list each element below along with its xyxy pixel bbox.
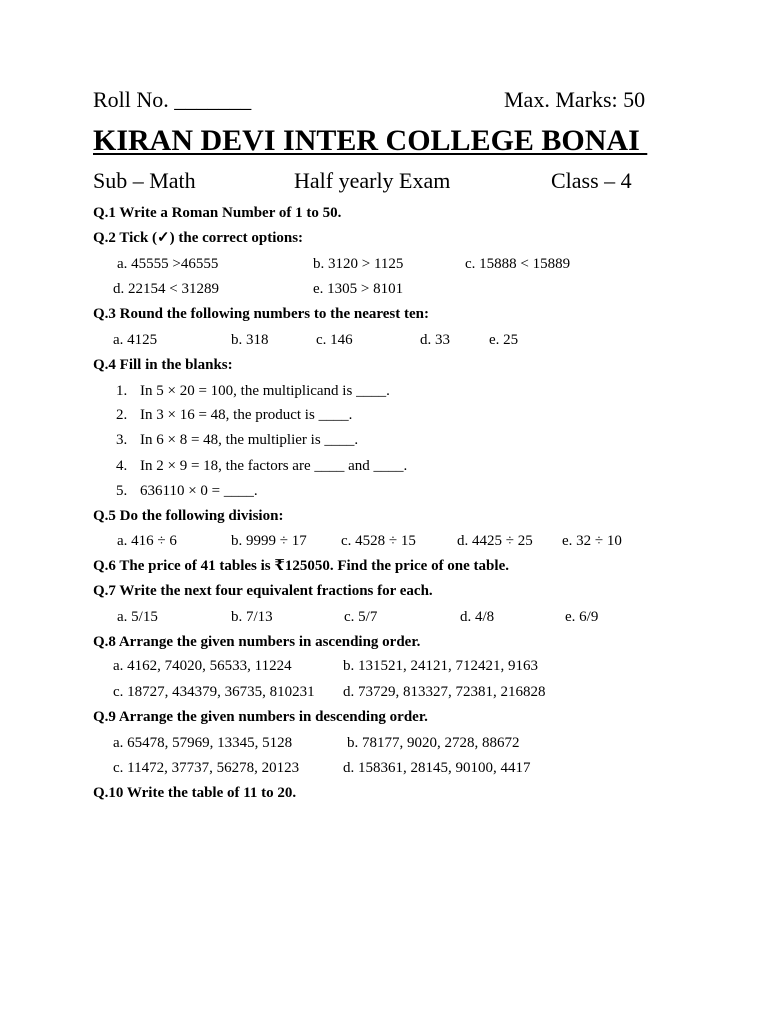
q5-option-c: c. 4528 ÷ 15	[341, 533, 416, 549]
q7-option-b: b. 7/13	[231, 609, 273, 625]
q7-option-e: e. 6/9	[565, 609, 599, 625]
q2-option-a: a. 45555 >46555	[117, 256, 219, 272]
q4-item-text: In 6 × 8 = 48, the multiplier is ____.	[140, 432, 359, 448]
question-7: Q.7 Write the next four equivalent fractions for each.	[93, 583, 433, 599]
q3-option-a: a. 4125	[113, 332, 158, 348]
q3-option-b: b. 318	[231, 332, 269, 348]
q4-item-text: In 2 × 9 = 18, the factors are ____ and ____.	[140, 458, 408, 474]
q4-item-number: 1.	[116, 383, 128, 399]
question-5: Q.5 Do the following division:	[93, 508, 284, 524]
q2-option-c: c. 15888 < 15889	[465, 256, 571, 272]
question-9: Q.9 Arrange the given numbers in descending order.	[93, 709, 428, 725]
question-10: Q.10 Write the table of 11 to 20.	[93, 785, 297, 801]
subject: Sub – Math	[93, 168, 196, 193]
school-title: KIRAN DEVI INTER COLLEGE BONAI	[93, 124, 648, 157]
q9-option-a: a. 65478, 57969, 13345, 5128	[113, 735, 293, 751]
exam-name: Half yearly Exam	[294, 168, 451, 193]
question-2: Q.2 Tick (✓) the correct options:	[93, 230, 304, 246]
q7-option-d: d. 4/8	[460, 609, 495, 625]
q4-item-number: 5.	[116, 483, 128, 499]
q9-option-d: d. 158361, 28145, 90100, 4417	[343, 760, 531, 776]
q5-option-d: d. 4425 ÷ 25	[457, 533, 533, 549]
q3-option-d: d. 33	[420, 332, 450, 348]
max-marks: Max. Marks: 50	[504, 87, 646, 112]
question-8: Q.8 Arrange the given numbers in ascending order.	[93, 634, 421, 650]
q4-item-number: 4.	[116, 458, 128, 474]
q4-item-number: 3.	[116, 432, 128, 448]
q5-option-a: a. 416 ÷ 6	[117, 533, 177, 549]
q7-option-a: a. 5/15	[117, 609, 158, 625]
question-3: Q.3 Round the following numbers to the nearest ten:	[93, 306, 429, 322]
q2-option-e: e. 1305 > 8101	[313, 281, 404, 297]
q3-option-e: e. 25	[489, 332, 519, 348]
question-1: Q.1 Write a Roman Number of 1 to 50.	[93, 205, 342, 221]
q8-option-b: b. 131521, 24121, 712421, 9163	[343, 658, 538, 674]
q5-option-b: b. 9999 ÷ 17	[231, 533, 307, 549]
class-label: Class – 4	[551, 168, 632, 193]
q9-option-c: c. 11472, 37737, 56278, 20123	[113, 760, 300, 776]
q7-option-c: c. 5/7	[344, 609, 378, 625]
q4-item-text: In 3 × 16 = 48, the product is ____.	[140, 407, 353, 423]
question-6: Q.6 The price of 41 tables is ₹125050. Find the price of one table.	[93, 558, 509, 574]
q8-option-d: d. 73729, 813327, 72381, 216828	[343, 684, 546, 700]
q4-item-number: 2.	[116, 407, 128, 423]
question-4: Q.4 Fill in the blanks:	[93, 357, 233, 373]
roll-no: Roll No. _______	[93, 87, 252, 112]
q9-option-b: b. 78177, 9020, 2728, 88672	[347, 735, 520, 751]
q5-option-e: e. 32 ÷ 10	[562, 533, 622, 549]
q8-option-c: c. 18727, 434379, 36735, 810231	[113, 684, 315, 700]
q2-option-d: d. 22154 < 31289	[113, 281, 219, 297]
q8-option-a: a. 4162, 74020, 56533, 11224	[113, 658, 292, 674]
q4-item-text: In 5 × 20 = 100, the multiplicand is ____.	[140, 383, 390, 399]
q3-option-c: c. 146	[316, 332, 353, 348]
q4-item-text: 636110 × 0 = ____.	[140, 483, 258, 499]
q2-option-b: b. 3120 > 1125	[313, 256, 404, 272]
